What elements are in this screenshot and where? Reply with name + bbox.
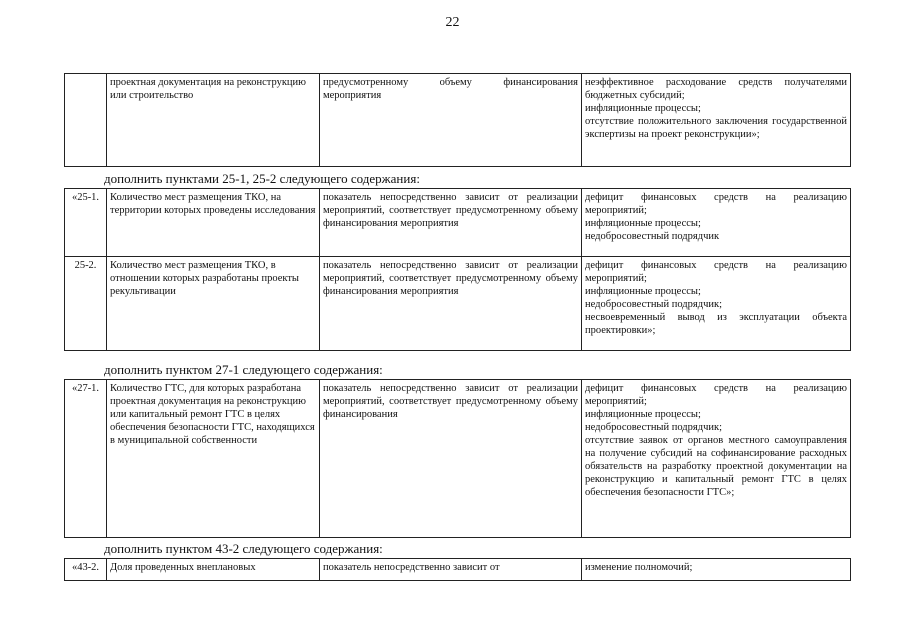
risks-cell <box>582 559 851 581</box>
row-number: «27-1. <box>65 380 107 538</box>
risk-item: недобросовестный подрядчик <box>585 231 720 242</box>
table-43 <box>64 558 851 581</box>
risk-item: недобросовестный подрядчик; <box>585 422 722 433</box>
influence-cell: предусмотренному объему финансирования мероприятия <box>320 74 582 167</box>
indicator-cell: Количество мест размещения ТКО, на территории которых проведены исследования <box>107 189 320 257</box>
risks-cell <box>582 74 851 167</box>
risks-cell <box>582 189 851 257</box>
risks-cell <box>582 257 851 351</box>
risk-item: изменение полномочий; <box>585 562 693 573</box>
row-number <box>65 74 107 167</box>
indicator-cell: Количество ГТС, для которых разработана проектная документация на реконструкцию или капитальный ремонт ГТС в целях обеспечения безопасности ГТС, находящихся в муниципальной собственности <box>107 380 320 538</box>
risk-item: инфляционные процессы; <box>585 409 701 420</box>
risk-item: отсутствие заявок от органов местного самоуправления на получение субсидий на софинансирование расходных обязательств на разработку проектной документации на реконструкцию и капитальный ремонт ГТС в целях обеспечения безопасности ГТС»; <box>585 435 847 498</box>
table-continuation <box>64 73 851 167</box>
indicator-cell: Количество мест размещения ТКО, в отношении которых разработаны проекты рекультивации <box>107 257 320 351</box>
influence-cell: показатель непосредственно зависит от <box>320 559 582 581</box>
risk-item: дефицит финансовых средств на реализацию мероприятий; <box>585 192 847 216</box>
risk-item: дефицит финансовых средств на реализацию мероприятий; <box>585 383 847 407</box>
table-25 <box>64 188 851 351</box>
table-row <box>65 559 851 581</box>
table-27 <box>64 379 851 538</box>
page-number: 22 <box>445 15 460 30</box>
amendment-note: дополнить пунктом 43-2 следующего содержания: <box>104 541 383 556</box>
row-number: «43-2. <box>65 559 107 581</box>
row-number: «25-1. <box>65 189 107 257</box>
row-number: 25-2. <box>65 257 107 351</box>
indicator-cell: проектная документация на реконструкцию или строительство <box>107 74 320 167</box>
indicator-cell: Доля проведенных внеплановых <box>107 559 320 581</box>
risk-item: инфляционные процессы; <box>585 218 701 229</box>
risk-item: отсутствие положительного заключения государственной экспертизы на проект реконструкции»; <box>585 116 847 140</box>
influence-cell: показатель непосредственно зависит от реализации мероприятий, соответствует предусмотренному объему финансирования <box>320 380 582 538</box>
risk-item: неэффективное расходование средств получателями бюджетных субсидий; <box>585 77 847 101</box>
risk-item: несвоевременный вывод из эксплуатации объекта проектировки»; <box>585 312 847 336</box>
risk-item: дефицит финансовых средств на реализацию мероприятий; <box>585 260 847 284</box>
table-row <box>65 380 851 538</box>
table-row <box>65 189 851 257</box>
risks-cell <box>582 380 851 538</box>
amendment-note: дополнить пунктами 25-1, 25-2 следующего содержания: <box>104 171 420 186</box>
influence-cell: показатель непосредственно зависит от реализации мероприятий, соответствует предусмотренному объему финансирования мероприятия <box>320 189 582 257</box>
risk-item: инфляционные процессы; <box>585 103 701 114</box>
amendment-note: дополнить пунктом 27-1 следующего содержания: <box>104 362 383 377</box>
table-row <box>65 74 851 167</box>
table-row <box>65 257 851 351</box>
risk-item: инфляционные процессы; <box>585 286 701 297</box>
influence-cell: показатель непосредственно зависит от реализации мероприятий, соответствует предусмотренному объему финансирования мероприятия <box>320 257 582 351</box>
risk-item: недобросовестный подрядчик; <box>585 299 722 310</box>
